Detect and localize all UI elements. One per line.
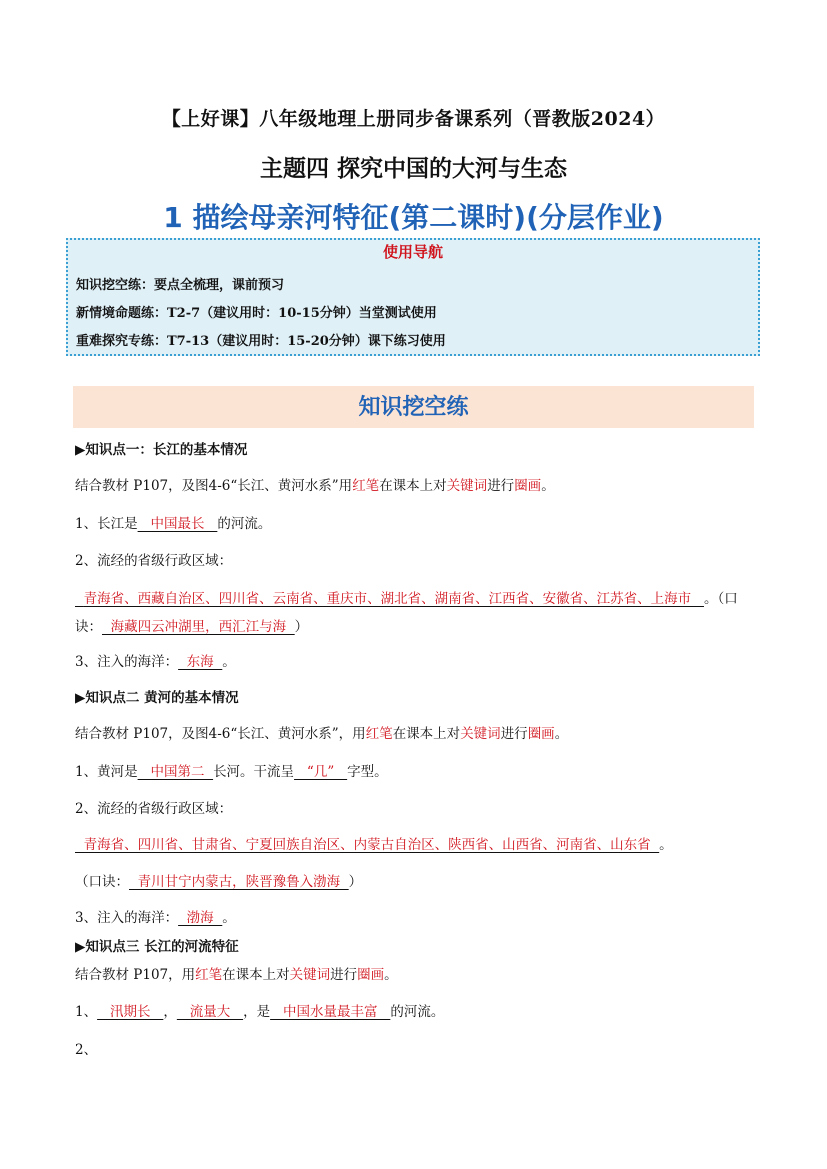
question-text: 3、注入的海洋： [75, 654, 179, 670]
question-text: 长河。干流呈 [213, 764, 295, 780]
kp2-intro [75, 722, 568, 742]
intro-red-pen: 红笔 [365, 726, 393, 742]
question-text: ，是 [243, 1004, 271, 1020]
section-title: 知识挖空练 [358, 395, 469, 420]
kp2-q2-label: 2、流经的省级行政区域： [75, 801, 233, 817]
kp1-intro [75, 474, 555, 494]
question-text: 。（口诀： [75, 591, 738, 635]
question-text: 。 [222, 654, 236, 670]
intro-keyword: 关键词 [460, 726, 501, 742]
question-text: 。 [222, 910, 236, 926]
kp1-heading: ▶知识点一：长江的基本情况 [75, 442, 248, 458]
kp3-intro [75, 963, 398, 983]
kp2-q3 [75, 906, 236, 926]
kp3-heading: ▶知识点三 长江的河流特征 [75, 939, 239, 955]
mnemonic-blank: 海藏四云冲湖里，西汇江与海 [102, 619, 295, 635]
answer-blank: “几” [294, 764, 348, 780]
kp2-q2-answer [75, 833, 673, 853]
intro-text: 在课本上对 [392, 726, 461, 742]
question-text: （口诀： [75, 874, 129, 890]
intro-text: 进行 [487, 478, 515, 494]
answer-blank: 中国第二 [137, 764, 214, 780]
kp2-q1 [75, 760, 388, 780]
answer-blank: 渤海 [178, 910, 223, 926]
intro-text: 在课本上对 [222, 967, 290, 983]
question-text: 。 [659, 837, 673, 853]
question-text: 1、 [75, 1004, 98, 1020]
answer-blank: 流量大 [176, 1004, 244, 1020]
intro-red-pen: 红笔 [352, 478, 380, 494]
kp2-heading: ▶知识点二 黄河的基本情况 [75, 690, 239, 706]
question-text: 的河流。 [390, 1004, 445, 1020]
question-text: 的河流。 [217, 516, 272, 532]
intro-text: 结合教材 P107，及图4-6“长江、黄河水系”用 [75, 478, 353, 494]
lesson-title: 1 描绘母亲河特征(第二课时)(分层作业) [163, 201, 664, 234]
question-text: 字型。 [347, 764, 388, 780]
kp2-q2-mnemonic [75, 870, 362, 890]
answer-blank: 中国水量最丰富 [270, 1004, 391, 1020]
question-text: ， [163, 1004, 177, 1020]
topic-title: 主题四 探究中国的大河与生态 [259, 156, 567, 182]
intro-circle: 圈画 [514, 478, 542, 494]
usage-guide-box [66, 238, 760, 356]
answer-blank: 中国最长 [137, 516, 218, 532]
intro-text: 结合教材 P107，及图4-6“长江、黄河水系”，用 [75, 726, 366, 742]
kp1-q3 [75, 650, 236, 670]
answer-blank: 青海省、西藏自治区、四川省、云南省、重庆市、湖北省、湖南省、江西省、安徽省、江苏省、上海市 [75, 591, 704, 607]
guide-line-advanced: 重难探究专练：T7-13（建议用时：15-20分钟）课下练习使用 [76, 334, 446, 349]
answer-blank: 东海 [178, 654, 223, 670]
question-text: ） [294, 619, 309, 635]
intro-text: 结合教材 P107，用 [75, 967, 196, 983]
intro-text: 。 [541, 478, 555, 494]
intro-circle: 圈画 [527, 726, 555, 742]
section-banner [73, 386, 754, 428]
guide-line-new-context: 新情境命题练：T2-7（建议用时：10-15分钟）当堂测试使用 [76, 306, 437, 321]
kp3-q1 [75, 1000, 444, 1020]
question-text: 1、黄河是 [75, 764, 138, 780]
kp1-q1 [75, 512, 271, 532]
kp1-q2-answer [75, 585, 759, 641]
series-title: 【上好课】八年级地理上册同步备课系列（晋教版2024） [161, 108, 666, 130]
question-text: ） [348, 874, 363, 890]
kp3-q2-label: 2、 [75, 1042, 98, 1058]
question-text: 3、注入的海洋： [75, 910, 179, 926]
intro-text: 。 [384, 967, 398, 983]
intro-text: 。 [554, 726, 569, 742]
intro-keyword: 关键词 [289, 967, 331, 983]
answer-blank: 汛期长 [97, 1004, 164, 1020]
intro-text: 进行 [330, 967, 358, 983]
intro-circle: 圈画 [357, 967, 385, 983]
intro-text: 进行 [500, 726, 528, 742]
mnemonic-blank: 青川甘宁内蒙古，陕晋豫鲁入渤海 [129, 874, 349, 890]
intro-keyword: 关键词 [446, 478, 488, 494]
guide-title: 使用导航 [382, 243, 443, 261]
guide-line-knowledge: 知识挖空练：要点全梳理，课前预习 [76, 278, 285, 293]
intro-text: 在课本上对 [379, 478, 447, 494]
kp1-q2-label: 2、流经的省级行政区域： [75, 553, 233, 569]
answer-blank: 青海省、四川省、甘肃省、宁夏回族自治区、内蒙古自治区、陕西省、山西省、河南省、山东省 [75, 837, 660, 853]
intro-red-pen: 红笔 [195, 967, 223, 983]
question-text: 1、长江是 [75, 516, 138, 532]
